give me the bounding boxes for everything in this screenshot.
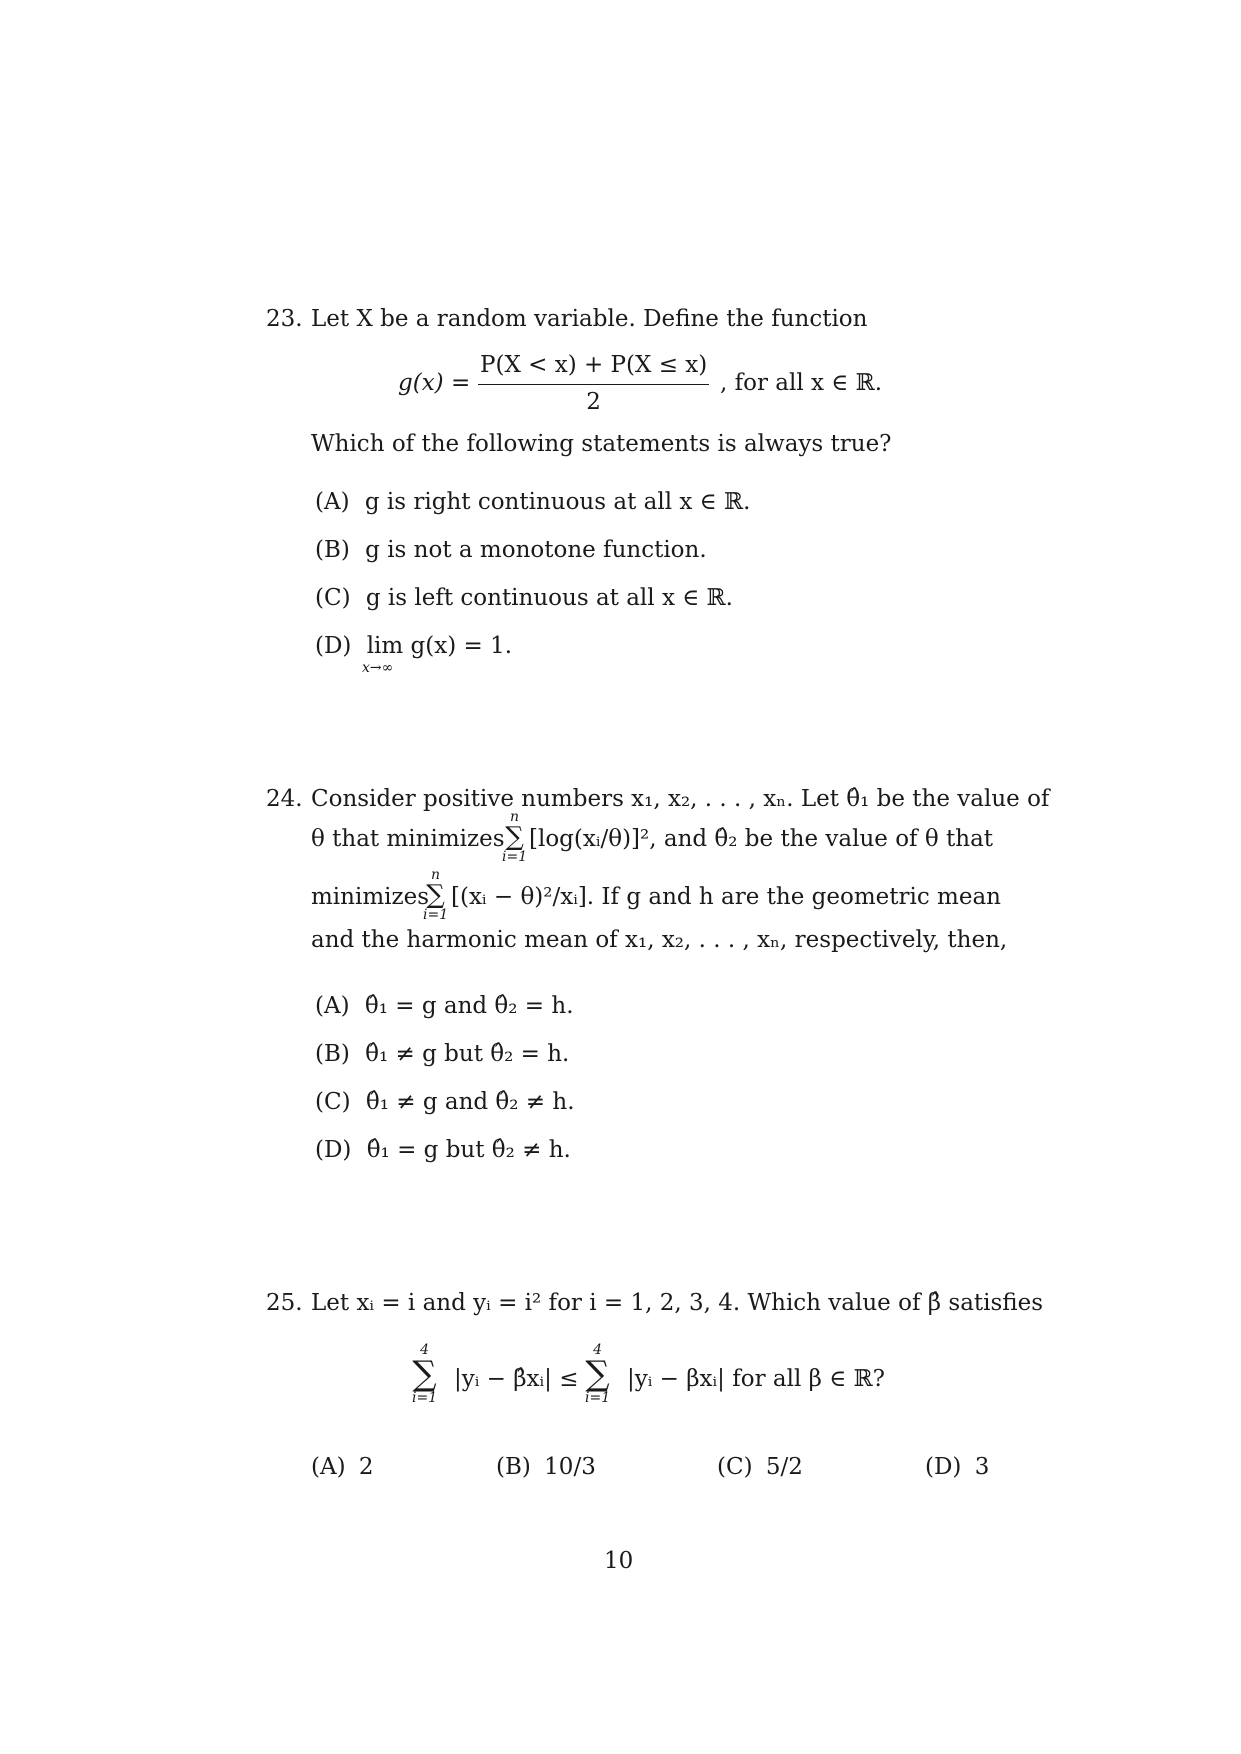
sum-upper-limit: 4 [420, 1342, 430, 1358]
q24-option-b [315, 1041, 569, 1069]
q24-line1: Consider positive numbers x₁, x₂, . . . , xₙ. Let θ̂₁ be the value of [311, 786, 1050, 812]
option-text: g is right continuous at all x ∈ ℝ. [364, 489, 751, 515]
page-number: 10 [604, 1548, 634, 1574]
q23-question: Which of the following statements is always true? [311, 431, 892, 457]
sigma-icon: ∑ [412, 1354, 437, 1394]
q24-line3-a: minimizes [311, 884, 430, 910]
q23-def-lhs: g(x) = [398, 370, 471, 396]
sigma-icon: ∑ [585, 1354, 610, 1394]
option-text: 3 [974, 1454, 990, 1480]
sum-lower-limit: i=1 [412, 1390, 438, 1406]
sigma-icon: ∑ [426, 880, 445, 910]
q23-option-d [315, 633, 512, 661]
q25-option-d [925, 1454, 989, 1482]
option-text: lim g(x) = 1. [366, 633, 513, 659]
option-text: 2 [358, 1454, 374, 1480]
option-text: g is not a monotone function. [365, 537, 707, 563]
q25-option-c [717, 1454, 803, 1482]
q24-line3-b: [(xᵢ − θ)²/xᵢ]. If g and h are the geometric mean [451, 884, 1001, 910]
option-label: (A) [315, 489, 350, 515]
q24-line2-b: [log(xᵢ/θ)]², and θ̂₂ be the value of θ that [529, 826, 994, 852]
q25-option-a [311, 1454, 374, 1482]
option-text: 5/2 [765, 1454, 803, 1480]
q23-intro: Let X be a random variable. Define the function [311, 306, 868, 332]
q23-option-a [315, 489, 750, 517]
option-label: (A) [311, 1454, 346, 1480]
sum-lower-limit: i=1 [423, 907, 449, 923]
q25-intro: Let xᵢ = i and yᵢ = i² for i = 1, 2, 3, 4. Which value of β̂ satisfies [311, 1290, 1044, 1316]
q24-sum-2 [423, 868, 448, 922]
q24-option-a [315, 993, 574, 1021]
q23-def-tail: , for all x ∈ ℝ. [720, 370, 883, 396]
q23-def-fraction [478, 352, 709, 416]
q25-number: 25. [266, 1290, 303, 1316]
q25-rhs-term: |yᵢ − βxᵢ| for all β ∈ ℝ? [627, 1366, 886, 1392]
sum-upper-limit: n [510, 809, 520, 825]
option-text: 10/3 [544, 1454, 596, 1480]
option-text: θ̂₁ ≠ g but θ̂₂ = h. [365, 1041, 570, 1067]
q25-sum-lhs [412, 1343, 437, 1405]
option-label: (C) [315, 1089, 351, 1115]
q24-option-c [315, 1089, 575, 1117]
option-label: (D) [315, 1137, 352, 1163]
q25-option-b [496, 1454, 596, 1482]
option-text: θ̂₁ ≠ g and θ̂₂ ≠ h. [365, 1089, 575, 1115]
option-label: (B) [315, 537, 350, 563]
q24-number: 24. [266, 786, 303, 812]
option-text: g is left continuous at all x ∈ ℝ. [365, 585, 733, 611]
q23-limit-subscript: x→∞ [362, 660, 394, 676]
q24-sum-1 [502, 810, 527, 864]
q23-def-denominator: 2 [586, 388, 601, 415]
q23-option-c [315, 585, 733, 613]
q25-lhs-term: |yᵢ − β̂xᵢ| ≤ [454, 1366, 579, 1392]
option-label: (B) [315, 1041, 350, 1067]
sigma-icon: ∑ [505, 822, 524, 852]
option-label: (B) [496, 1454, 531, 1480]
sum-upper-limit: n [431, 867, 441, 883]
option-label: (A) [315, 993, 350, 1019]
q24-line4: and the harmonic mean of x₁, x₂, . . . , xₙ, respectively, then, [311, 927, 1008, 953]
option-label: (C) [717, 1454, 753, 1480]
q23-option-b [315, 537, 707, 565]
q23-def-numerator: P(X < x) + P(X ≤ x) [478, 352, 709, 385]
sum-upper-limit: 4 [593, 1342, 603, 1358]
option-text: θ̂₁ = g but θ̂₂ ≠ h. [366, 1137, 571, 1163]
option-label: (D) [925, 1454, 962, 1480]
sum-lower-limit: i=1 [585, 1390, 611, 1406]
q24-line2-a: θ that minimizes [311, 826, 505, 852]
q25-sum-rhs [585, 1343, 610, 1405]
option-label: (C) [315, 585, 351, 611]
q23-number: 23. [266, 306, 303, 332]
q24-option-d [315, 1137, 571, 1165]
option-text: θ̂₁ = g and θ̂₂ = h. [364, 993, 574, 1019]
sum-lower-limit: i=1 [502, 849, 528, 865]
option-label: (D) [315, 633, 352, 659]
